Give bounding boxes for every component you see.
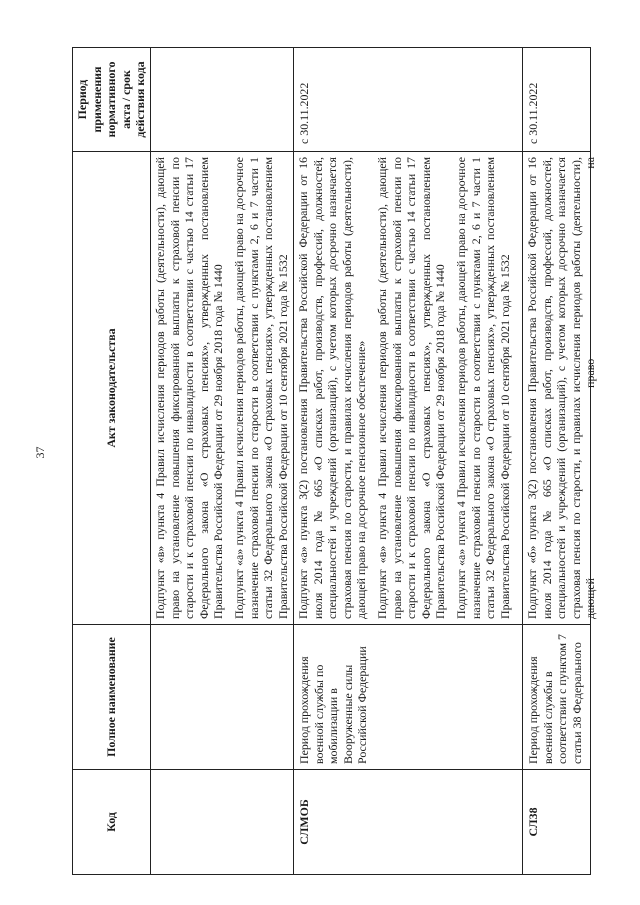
code-value: СЛМОБ <box>297 799 311 845</box>
act-cell <box>523 151 598 624</box>
period-cell <box>523 47 591 151</box>
period-value: с 30.11.2022 <box>297 82 311 144</box>
header-code-label: Код <box>104 812 119 832</box>
header-code <box>73 769 151 874</box>
header-full-name-label: Полное наименование <box>104 637 119 757</box>
codes-table <box>72 47 598 875</box>
header-act <box>73 151 151 624</box>
full-name-value: Период прохождения военной службы в соответствии с пунктом 7 статьи 38 Федерального <box>526 634 584 764</box>
full-name-cell <box>294 624 523 769</box>
act-paragraph: Подпункт «б» пункта 3(2) постановления Правительства Российской Федерации от 16 июля 2014 года № 665 «О списках работ, производств, профессий, должностей, специальностей и учреждений (организаций), с учетом которых досрочно назначается страховая пенсия по старости, и правилах исчисления периодов работы (деятельности), дающей право на <box>525 157 598 619</box>
period-cell <box>294 47 523 151</box>
header-act-label: Акт законодательства <box>104 328 119 448</box>
header-full-name <box>73 624 151 769</box>
page-number: 37 <box>33 446 47 459</box>
act-paragraph: Подпункт «а» пункта 3(2) постановления Правительства Российской Федерации от 16 июля 2014 года № 665 «О списках работ, производств, профессий, должностей, специальностей и учреждений (организаций), с учетом которых досрочно назначается страховая пенсия по старости, и правилах исчисления периодов работы (деятельности), дающей право на досрочное пенсионное обеспечение» <box>296 157 369 619</box>
full-name-cell <box>151 624 294 769</box>
act-paragraph: Подпункт «в» пункта 4 Правил исчисления периодов работы (деятельности), дающей право на установление повышения фиксированной выплаты к страховой пенсии по старости и к страховой пенсии по инвалидности в соответствии с частью 14 статьи 17 Федерального закона «О страховых пенсиях», утвержденных постановлением Правительства Российской Федерации от 29 ноября 2018 года № 1440 <box>374 157 448 619</box>
header-period-label: Период применения нормативного акта / срок действия кода <box>75 61 148 138</box>
code-value: СЛ38 <box>526 807 540 837</box>
header-period <box>73 47 151 151</box>
code-cell <box>294 769 523 874</box>
period-cell <box>151 47 294 151</box>
table-viewport <box>72 47 598 875</box>
period-value: с 30.11.2022 <box>526 82 540 144</box>
act-cell <box>294 151 523 624</box>
act-paragraph: Подпункт «в» пункта 4 Правил исчисления периодов работы (деятельности), дающей право на установление повышения фиксированной выплаты к страховой пенсии по старости и к страховой пенсии по инвалидности в соответствии с частью 14 статьи 17 Федерального закона «О страховых пенсиях», утвержденных постановлением Правительства Российской Федерации от 29 ноября 2018 года № 1440 <box>153 157 226 619</box>
act-cell <box>151 151 294 624</box>
full-name-cell <box>523 624 591 769</box>
full-name-value: Период прохождения военной службы по мобилизации в Вооруженные силы Российской Федерации <box>297 646 370 764</box>
code-cell <box>151 769 294 874</box>
act-paragraph: Подпункт «а» пункта 4 Правил исчисления периодов работы, дающей право на досрочное назначение страховой пенсии по старости в соответствии с пунктами 2, 6 и 7 части 1 статьи 32 Федерального закона «О страховых пенсиях», утвержденных постановлением Правительства Российской Федерации от 10 сентября 2021 года № 1532 <box>453 157 512 619</box>
act-paragraph: Подпункт «а» пункта 4 Правил исчисления периодов работы, дающей право на досрочное назначение страховой пенсии по старости в соответствии с пунктами 2, 6 и 7 части 1 статьи 32 Федерального закона «О страховых пенсиях», утвержденных постановлением Правительства Российской Федерации от 10 сентября 2021 года № 1532 <box>231 157 290 619</box>
code-cell <box>523 769 591 874</box>
